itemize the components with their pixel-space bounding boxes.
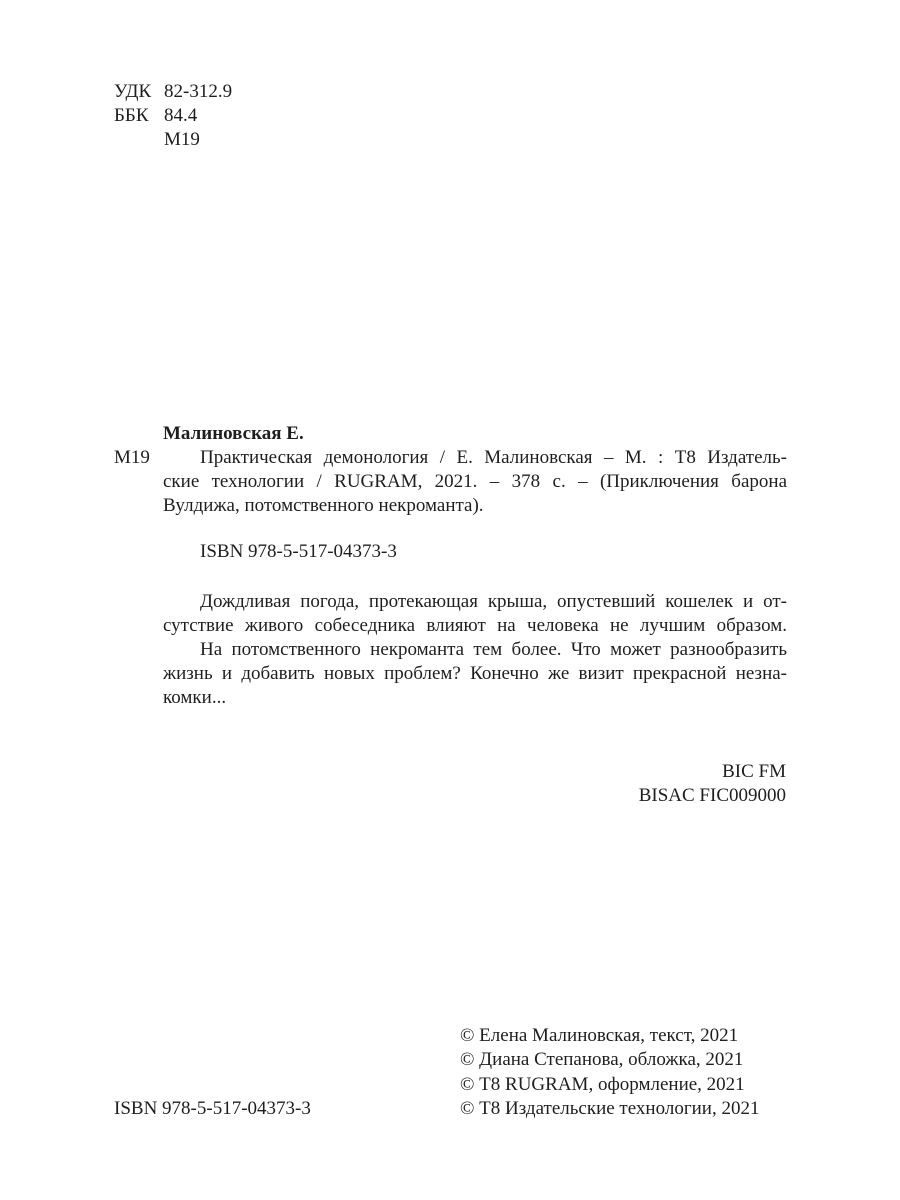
- bbk-row: [114, 104, 232, 128]
- udk-label: УДК: [114, 81, 152, 102]
- author-mark-code: М19: [164, 129, 200, 150]
- entry-description-line-3: Вулдижа, потомственного некроманта).: [163, 495, 484, 516]
- copyright-line-2: © Диана Степанова, обложка, 2021: [460, 1049, 744, 1070]
- bic-code: BIC FM: [722, 761, 786, 782]
- bbk-label: ББК: [114, 105, 149, 126]
- entry-description-line-1: Практическая демонология / Е. Малиновская – М. : Т8 Издатель-: [200, 447, 787, 468]
- classification-codes: [114, 80, 232, 152]
- annotation-line-2: сутствие живого собеседника влияют на человека не лучшим образом.: [163, 615, 787, 636]
- entry-isbn: ISBN 978-5-517-04373-3: [200, 541, 397, 562]
- footer-isbn: ISBN 978-5-517-04373-3: [114, 1098, 311, 1119]
- entry-author-mark: М19: [114, 447, 150, 468]
- annotation-line-4: жизнь и добавить новых проблем? Конечно же визит прекрасной незна-: [163, 663, 787, 684]
- annotation-line-5: комки...: [163, 687, 227, 708]
- copyright-line-1: © Елена Малиновская, текст, 2021: [460, 1025, 739, 1046]
- copyright-line-3: © Т8 RUGRAM, оформление, 2021: [460, 1074, 745, 1095]
- annotation-line-3: На потомственного некроманта тем более. Что может разнообразить: [200, 639, 787, 660]
- annotation-line-1: Дождливая погода, протекающая крыша, опустевший кошелек и от-: [200, 591, 787, 612]
- udk-value: 82-312.9: [164, 81, 233, 102]
- bbk-value: 84.4: [164, 105, 198, 126]
- author-mark-row: [114, 128, 232, 152]
- entry-description-line-2: ские технологии / RUGRAM, 2021. – 378 с. – (Приключения барона: [163, 471, 787, 492]
- bisac-code: BISAC FIC009000: [638, 785, 786, 806]
- copyright-line-4: © Т8 Издательские технологии, 2021: [460, 1098, 760, 1119]
- entry-author: Малиновская Е.: [163, 423, 304, 444]
- udk-row: [114, 80, 232, 104]
